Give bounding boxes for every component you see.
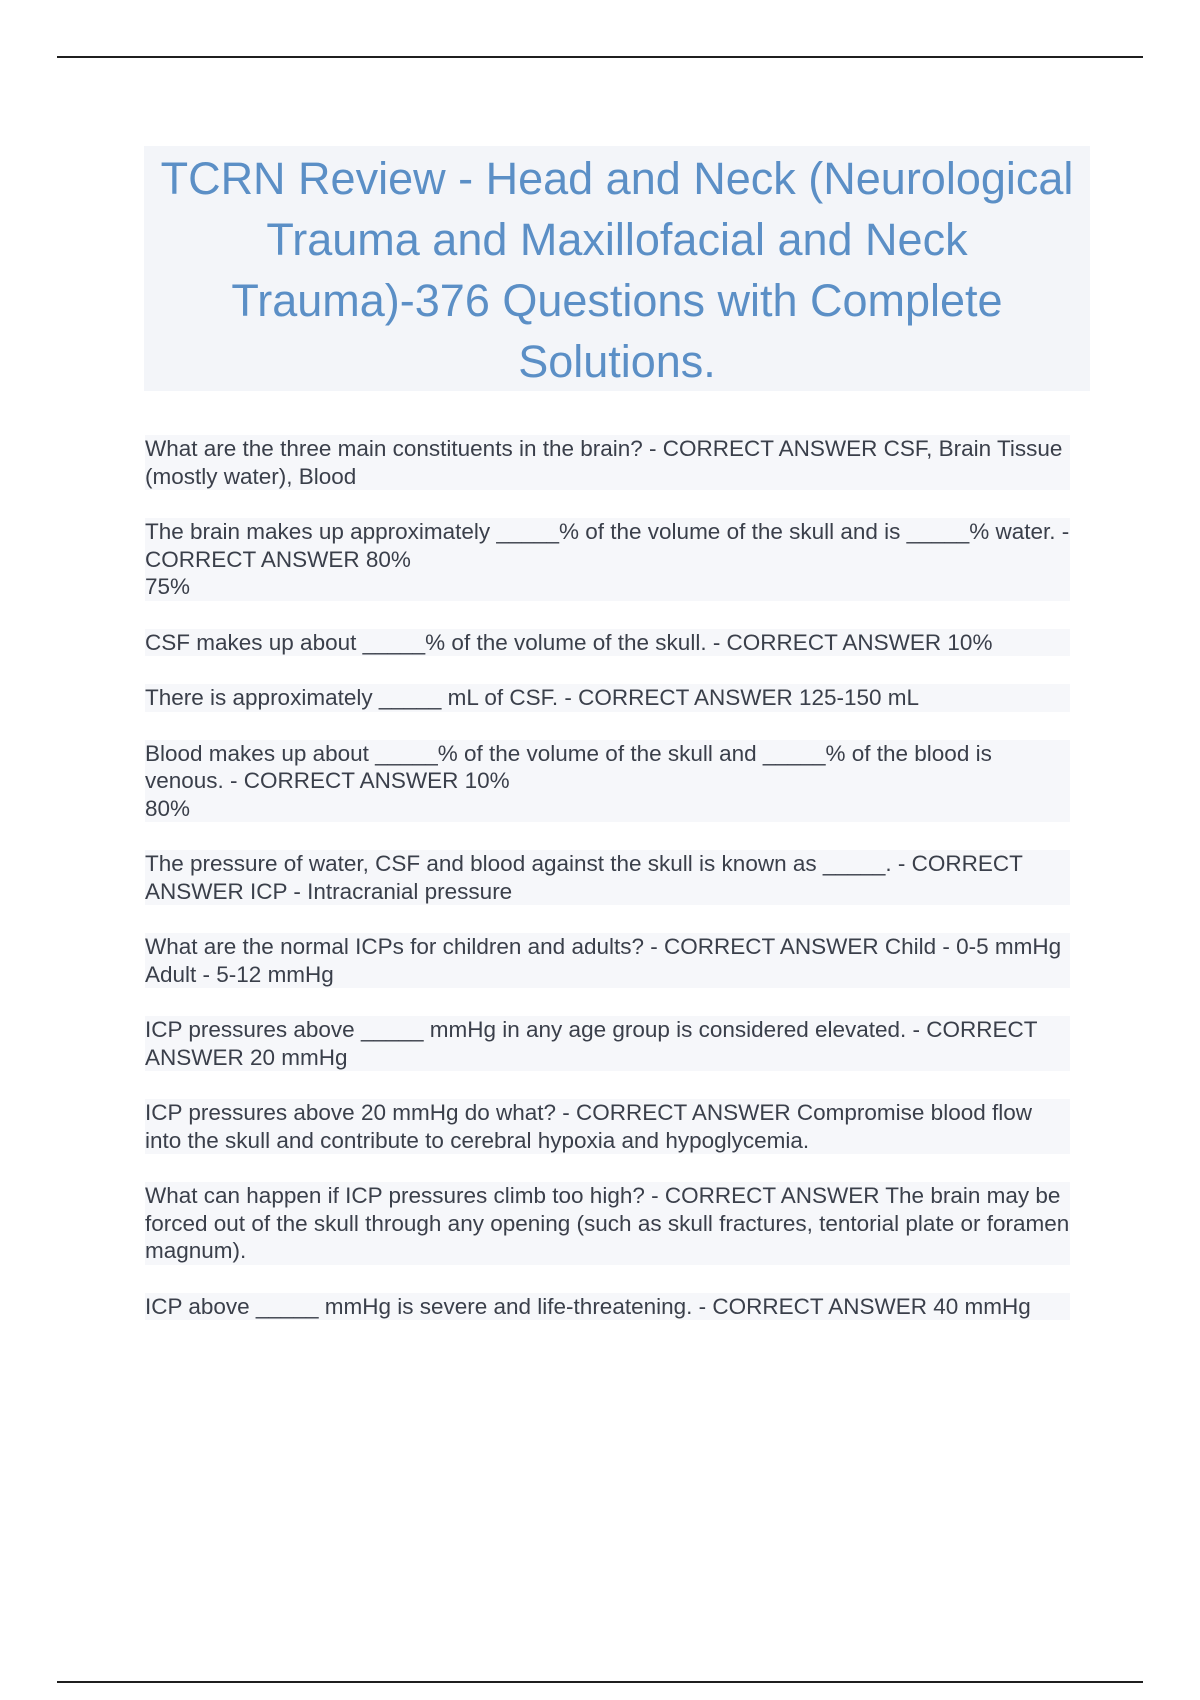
- qa-entry: What can happen if ICP pressures climb too high? - CORRECT ANSWER The brain may be forced out of the skull through any opening (such as skull fractures, tentorial plate or foramen magnum).: [145, 1183, 1070, 1263]
- qa-entry: Blood makes up about _____% of the volume of the skull and _____% of the blood is venous. - CORRECT ANSWER 10% 80%: [145, 740, 1070, 823]
- qa-entry: ICP pressures above _____ mmHg in any age group is considered elevated. - CORRECT ANSWER 20 mmHg: [145, 1016, 1070, 1071]
- qa-entry: ICP pressures above 20 mmHg do what? - CORRECT ANSWER Compromise blood flow into the skull and contribute to cerebral hypoxia and hypoglycemia.: [145, 1099, 1070, 1154]
- header-rule: [57, 56, 1143, 58]
- qa-entry: The pressure of water, CSF and blood against the skull is known as _____. - CORRECT ANSWER ICP - Intracranial pressure: [145, 850, 1070, 905]
- question-answer-list: [145, 435, 1070, 1348]
- title-banner: [144, 146, 1090, 391]
- qa-entry: The brain makes up approximately _____% of the volume of the skull and is _____% water. - CORRECT ANSWER 80% 75%: [145, 519, 1070, 599]
- qa-entry: What are the three main constituents in the brain? - CORRECT ANSWER CSF, Brain Tissue (mostly water), Blood: [145, 435, 1070, 490]
- footer-rule: [57, 1681, 1143, 1683]
- qa-entry: CSF makes up about _____% of the volume of the skull. - CORRECT ANSWER 10%: [145, 629, 1070, 657]
- qa-entry: ICP above _____ mmHg is severe and life-threatening. - CORRECT ANSWER 40 mmHg: [145, 1293, 1070, 1321]
- document-title: TCRN Review - Head and Neck (Neurological Trauma and Maxillofacial and Neck Trauma)-376 Questions with Complete Solutions.: [160, 153, 1074, 387]
- qa-entry: There is approximately _____ mL of CSF. - CORRECT ANSWER 125-150 mL: [145, 684, 1070, 712]
- qa-entry: What are the normal ICPs for children and adults? - CORRECT ANSWER Child - 0-5 mmHg Adult - 5-12 mmHg: [145, 933, 1070, 988]
